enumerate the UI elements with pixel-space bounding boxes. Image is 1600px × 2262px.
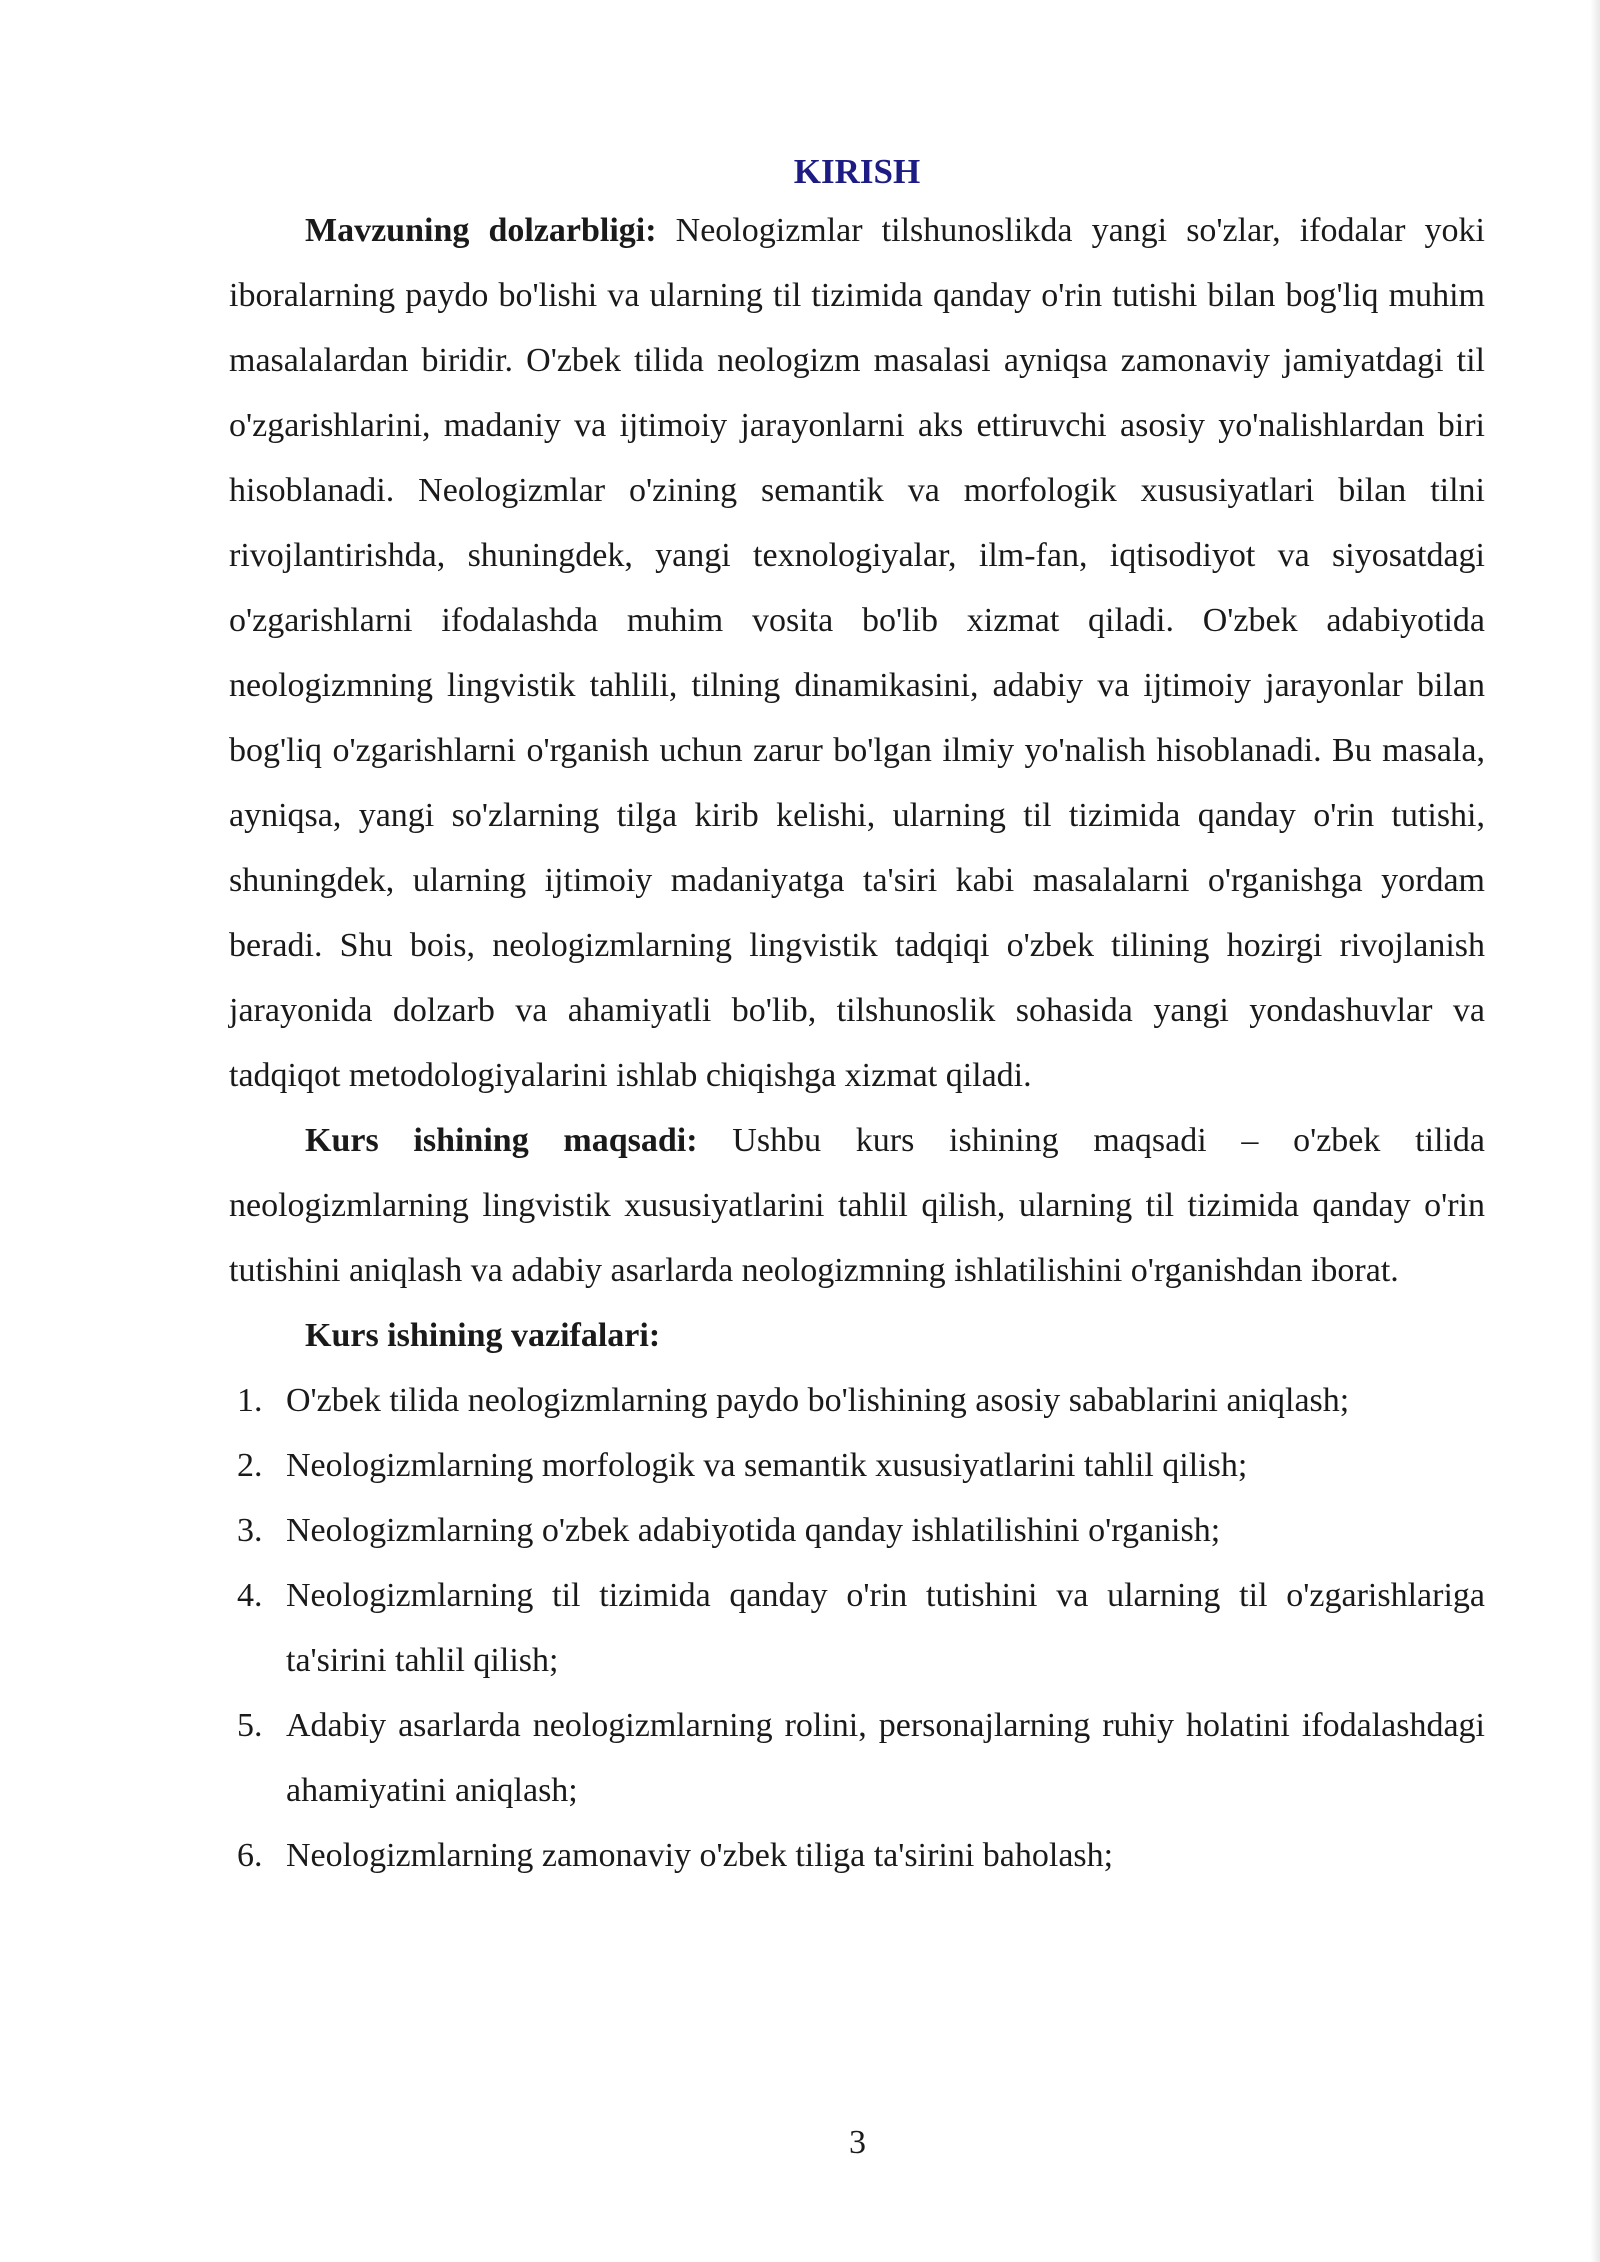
task-text: Neologizmlarning zamonaviy o'zbek tiliga ta'sirini baholash;: [286, 1837, 1114, 1874]
task-text: Adabiy asarlarda neologizmlarning rolini, personajlarning ruhiy holatini ifodalashdagi ahamiyatini aniqlash;: [286, 1707, 1485, 1809]
task-number: 1.: [237, 1382, 263, 1419]
page-content: [229, 146, 1485, 1888]
task-number: 5.: [237, 1707, 263, 1744]
task-item: [229, 1433, 1485, 1498]
tasks-heading: Kurs ishining vazifalari:: [305, 1317, 661, 1354]
task-number: 2.: [237, 1447, 263, 1484]
goal-paragraph: [229, 1108, 1485, 1303]
relevance-paragraph: [229, 198, 1485, 1108]
task-number: 3.: [237, 1512, 263, 1549]
task-list: [229, 1368, 1485, 1888]
task-text: O'zbek tilida neologizmlarning paydo bo'lishining asosiy sabablarini aniqlash;: [286, 1382, 1350, 1419]
task-number: 6.: [237, 1837, 263, 1874]
task-text: Neologizmlarning morfologik va semantik xususiyatlarini tahlil qilish;: [286, 1447, 1248, 1484]
task-text: Neologizmlarning o'zbek adabiyotida qanday ishlatilishini o'rganish;: [286, 1512, 1221, 1549]
page-number: 3: [849, 2124, 866, 2161]
task-text: Neologizmlarning til tizimida qanday o'rin tutishini va ularning til o'zgarishlariga ta'sirini tahlil qilish;: [286, 1577, 1485, 1679]
task-item: [229, 1563, 1485, 1693]
task-number: 4.: [237, 1577, 263, 1614]
relevance-text: Neologizmlar tilshunoslikda yangi so'zlar, ifodalar yoki iboralarning paydo bo'lishi va ularning til tizimida qanday o'rin tutishi bilan bog'liq muhim masalalardan biridir. O'zbek tilida neologizm masalasi ayniqsa zamonaviy jamiyatdagi til o'zgarishlarini, madaniy va ijtimoiy jarayonlarni aks ettiruvchi asosiy yo'nalishlardan biri hisoblanadi. Neologizmlar o'zining semantik va morfologik xususiyatlari bilan tilni rivojlantirishda, shuningdek, yangi texnologiyalar, ilm-fan, iqtisodiyot va siyosatdagi o'zgarishlarni ifodalashda muhim vosita bo'lib xizmat qiladi. O'zbek adabiyotida neologizmning lingvistik tahlili, tilning dinamikasini, adabiy va ijtimoiy jarayonlar bilan bog'liq o'zgarishlarni o'rganish uchun zarur bo'lgan ilmiy yo'nalish hisoblanadi. Bu masala, ayniqsa, yangi so'zlarning tilga kirib kelishi, ularning til tizimida qanday o'rin tutishi, shuningdek, ularning ijtimoiy madaniyatga ta'siri kabi masalalarni o'rganishga yordam beradi. Shu bois, neologizmlarning lingvistik tadqiqi o'zbek tilining hozirgi rivojlanish jarayonida dolzarb va ahamiyatli bo'lib, tilshunoslik sohasida yangi yondashuvlar va tadqiqot metodologiyalarini ishlab chiqishga xizmat qiladi.: [229, 212, 1485, 1094]
task-item: [229, 1368, 1485, 1433]
relevance-label: Mavzuning dolzarbligi:: [305, 212, 657, 249]
page-edge-shadow: [1590, 0, 1600, 2262]
goal-label: Kurs ishining maqsadi:: [305, 1122, 698, 1159]
page-title: KIRISH: [793, 152, 921, 191]
task-item: [229, 1823, 1485, 1888]
task-item: [229, 1693, 1485, 1823]
task-item: [229, 1498, 1485, 1563]
goal-text: Ushbu kurs ishining maqsadi – o'zbek tilida neologizmlarning lingvistik xususiyatlarini tahlil qilish, ularning til tizimida qanday o'rin tutishini aniqlash va adabiy asarlarda neologizmning ishlatilishini o'rganishdan iborat.: [229, 1122, 1485, 1289]
